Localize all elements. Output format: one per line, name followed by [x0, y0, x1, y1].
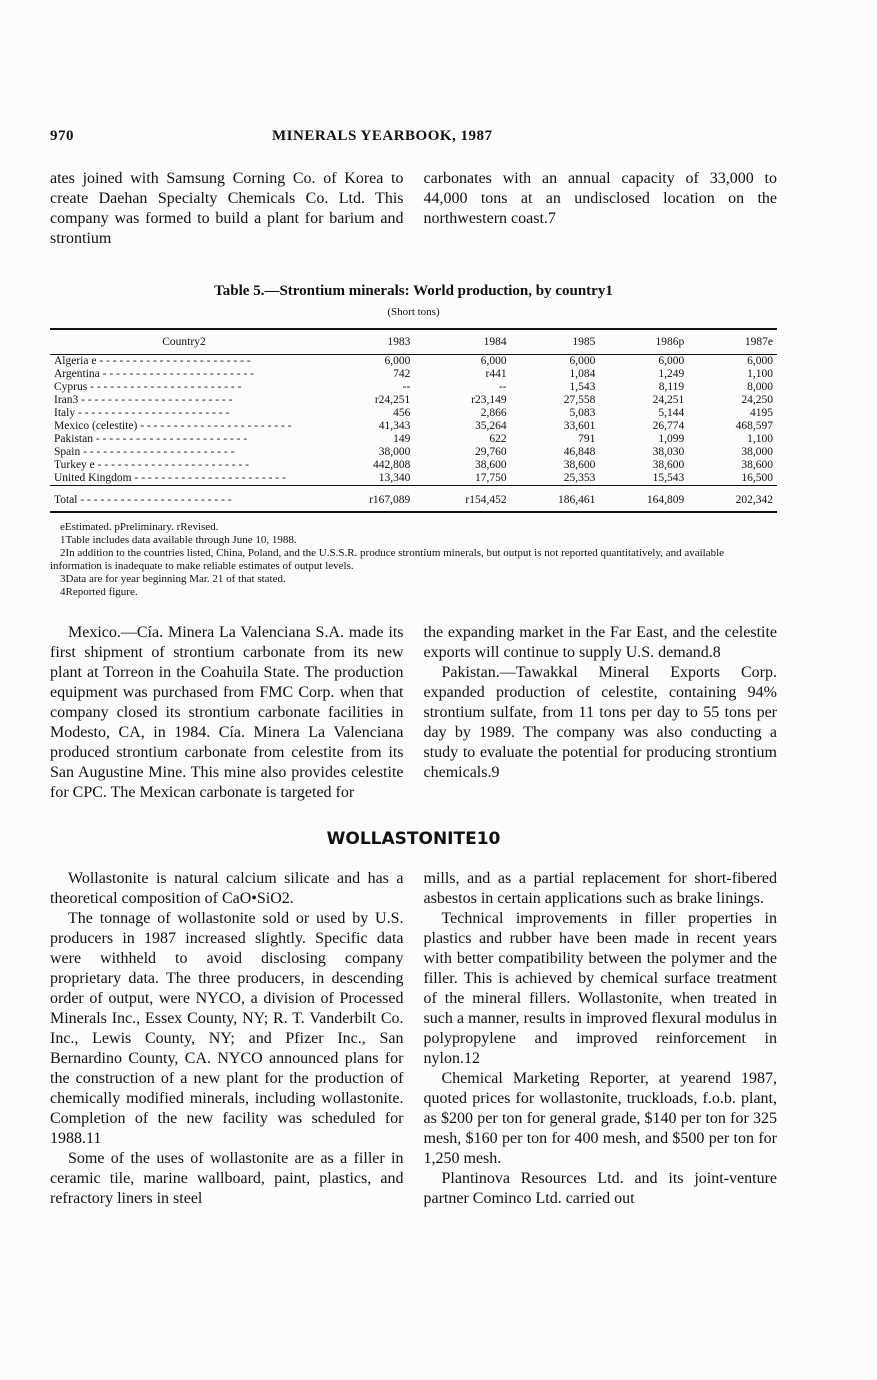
value-cell: 26,774 [652, 420, 685, 432]
value-cell: 13,340 [378, 472, 411, 484]
value-cell: 33,601 [563, 420, 596, 432]
column-header: 1987e [688, 329, 777, 355]
value-cell: 622 [489, 433, 507, 445]
country-cell: Total - - - [50, 486, 318, 513]
value-cell: -- [402, 381, 411, 393]
table-row [50, 472, 777, 486]
value-cell: 46,848 [563, 446, 596, 458]
value-cell: 1,543 [569, 381, 596, 393]
value-cell: 1,084 [569, 368, 596, 380]
country-cell: United Kingdom - - - [50, 472, 318, 486]
table-row [50, 394, 777, 407]
table-row [50, 368, 777, 381]
paragraph: carbonates with an annual capacity of 33,000 to 44,000 tons at an undisclosed location on the northwestern coast.7 [423, 170, 777, 227]
footnote: 2In addition to the countries listed, China, Poland, and the U.S.S.R. produce strontium minerals, but output is not reported quantitatively, and available information is inadequate to make reliable estimates of output levels. [50, 547, 725, 572]
value-cell: 202,342 [688, 486, 777, 513]
value-cell: 38,600 [563, 459, 596, 471]
country-cell: Iran3 - - - [50, 394, 318, 407]
value-cell: 27,558 [563, 394, 596, 406]
footnote: 4Reported figure. [60, 586, 138, 598]
country-cell: Italy - - - [50, 407, 318, 420]
section-title: WOLLASTONITE10 [326, 829, 501, 849]
value-cell: 6,000 [480, 355, 507, 367]
value-cell: 24,250 [741, 394, 773, 406]
country-cell: Turkey e - - - [50, 459, 318, 472]
paragraph: The tonnage of wollastonite sold or used by U.S. producers in 1987 increased slightly. Specific data were withheld to avoid disclosing company proprietary data. The three producers, in descending order of output, were NYCO, a division of Processed Minerals Inc., Essex County, NY; R. T. Vanderbilt Co. Inc., Lewis County, NY; and Pfizer Inc., San Bernardino County, CA. NYCO announced plans for the construction of a new plant for the production of chemically modified minerals, including wollastonite. Completion of the new facility was scheduled for 1988.11 [50, 910, 404, 1147]
country-cell: Cyprus - - - [50, 381, 318, 394]
value-cell: 24,251 [652, 394, 685, 406]
column-header: 1983 [318, 329, 414, 355]
table-subtitle: (Short tons) [387, 306, 440, 318]
value-cell: 5,144 [658, 407, 685, 419]
table-row [50, 446, 777, 459]
middle-text [50, 623, 777, 803]
column-header: 1985 [511, 329, 600, 355]
table-row [50, 381, 777, 394]
value-cell: 1,100 [747, 433, 773, 445]
table-row [50, 433, 777, 446]
table-row [50, 420, 777, 433]
value-cell: 149 [393, 433, 411, 445]
value-cell: 38,030 [652, 446, 685, 458]
table-row [50, 459, 777, 472]
value-cell: 442,808 [372, 459, 411, 471]
bottom-text [50, 869, 777, 1209]
value-cell: 742 [393, 368, 411, 380]
value-cell: 1,249 [658, 368, 685, 380]
value-cell: 17,750 [475, 472, 507, 484]
top-text [50, 169, 777, 249]
table-header [50, 329, 777, 355]
page-header [50, 128, 777, 145]
value-cell: 25,353 [563, 472, 596, 484]
footnote: 3Data are for year beginning Mar. 21 of that stated. [60, 573, 286, 585]
production-table [50, 328, 777, 513]
value-cell: 6,000 [658, 355, 685, 367]
value-cell: 35,264 [475, 420, 507, 432]
value-cell: r441 [485, 368, 507, 380]
running-title: MINERALS YEARBOOK, 1987 [272, 128, 493, 144]
value-cell: 1,100 [747, 368, 773, 380]
paragraph: Some of the uses of wollastonite are as a filler in ceramic tile, marine wallboard, paint, plastics, and refractory liners in steel [50, 1150, 404, 1207]
value-cell: 1,099 [658, 433, 685, 445]
table-row [50, 407, 777, 420]
value-cell: 791 [578, 433, 596, 445]
value-cell: -- [498, 381, 507, 393]
column-header: Country2 [50, 329, 318, 355]
paragraph: Pakistan.—Tawakkal Mineral Exports Corp. expanded production of celestite, containing 94% strontium sulfate, from 11 tons per day to 55 tons per day by 1989. The company was also conducting a study to evaluate the potential for producing strontium chemicals.9 [423, 664, 777, 781]
value-cell: 8,119 [658, 381, 685, 393]
value-cell: 38,600 [652, 459, 685, 471]
paragraph: Mexico.—Cía. Minera La Valenciana S.A. made its first shipment of strontium carbonate from its new plant at Torreon in the Coahuila State. The production equipment was purchased from FMC Corp. when that company closed its strontium carbonate facilities in Modesto, CA, in 1984. Cía. Minera La Valenciana produced strontium carbonate from celestite from its San Augustine Mine. This mine also provides celestite for CPC. The Mexican carbonate is targeted for [50, 624, 404, 801]
value-cell: 29,760 [475, 446, 507, 458]
table-footnotes [50, 521, 777, 599]
page-number: 970 [50, 128, 74, 144]
value-cell: 38,600 [741, 459, 773, 471]
country-cell: Mexico (celestite) - - - [50, 420, 318, 433]
value-cell: 38,000 [378, 446, 411, 458]
paragraph: mills, and as a partial replacement for short-fibered asbestos in certain applications such as brake linings. [423, 870, 777, 907]
value-cell: 8,000 [747, 381, 773, 393]
country-cell: Argentina - - - [50, 368, 318, 381]
table-total-row [50, 486, 777, 513]
table-title: Table 5.—Strontium minerals: World production, by country1 [214, 283, 613, 299]
value-cell: r154,452 [414, 486, 510, 513]
table-row [50, 355, 777, 369]
value-cell: 186,461 [511, 486, 600, 513]
value-cell: r167,089 [318, 486, 414, 513]
value-cell: 16,500 [741, 472, 773, 484]
paragraph: Wollastonite is natural calcium silicate and has a theoretical composition of CaO•SiO2. [50, 870, 404, 907]
country-cell: Algeria e - - - [50, 355, 318, 369]
paragraph: Technical improvements in filler properties in plastics and rubber have been made in recent years with better compatibility between the polymer and the filler. This is achieved by chemical surface treatment of the mineral fillers. Wollastonite, when treated in such a manner, results in improved flexural modulus in polypropylene and improved reinforcement in nylon.12 [423, 910, 777, 1067]
value-cell: 2,866 [480, 407, 507, 419]
value-cell: r24,251 [374, 394, 411, 406]
country-cell: Pakistan - - - [50, 433, 318, 446]
column-header: 1984 [414, 329, 510, 355]
value-cell: 6,000 [569, 355, 596, 367]
paragraph: ates joined with Samsung Corning Co. of Korea to create Daehan Specialty Chemicals Co. Ltd. This company was formed to build a plant for barium and strontium [50, 170, 404, 247]
value-cell: r23,149 [471, 394, 507, 406]
footnote: eEstimated. pPreliminary. rRevised. [60, 521, 219, 533]
value-cell: 164,809 [599, 486, 688, 513]
value-cell: 38,000 [741, 446, 773, 458]
footnote: 1Table includes data available through June 10, 1988. [60, 534, 297, 546]
value-cell: 6,000 [384, 355, 411, 367]
value-cell: 38,600 [475, 459, 507, 471]
value-cell: 15,543 [652, 472, 685, 484]
value-cell: 41,343 [378, 420, 411, 432]
value-cell: 4195 [750, 407, 773, 419]
paragraph: the expanding market in the Far East, and the celestite exports will continue to supply U.S. demand.8 [423, 624, 777, 661]
value-cell: 456 [393, 407, 411, 419]
value-cell: 468,597 [735, 420, 773, 432]
country-cell: Spain - - - [50, 446, 318, 459]
paragraph: Plantinova Resources Ltd. and its joint-venture partner Cominco Ltd. carried out [423, 1170, 777, 1207]
value-cell: 5,083 [569, 407, 596, 419]
paragraph: Chemical Marketing Reporter, at yearend 1987, quoted prices for wollastonite, truckloads, f.o.b. plant, as $200 per ton for general grade, $140 per ton for 325 mesh, $160 per ton for 400 mesh, and $500 per ton for 1,250 mesh. [423, 1070, 777, 1167]
column-header: 1986p [599, 329, 688, 355]
value-cell: 6,000 [747, 355, 773, 367]
